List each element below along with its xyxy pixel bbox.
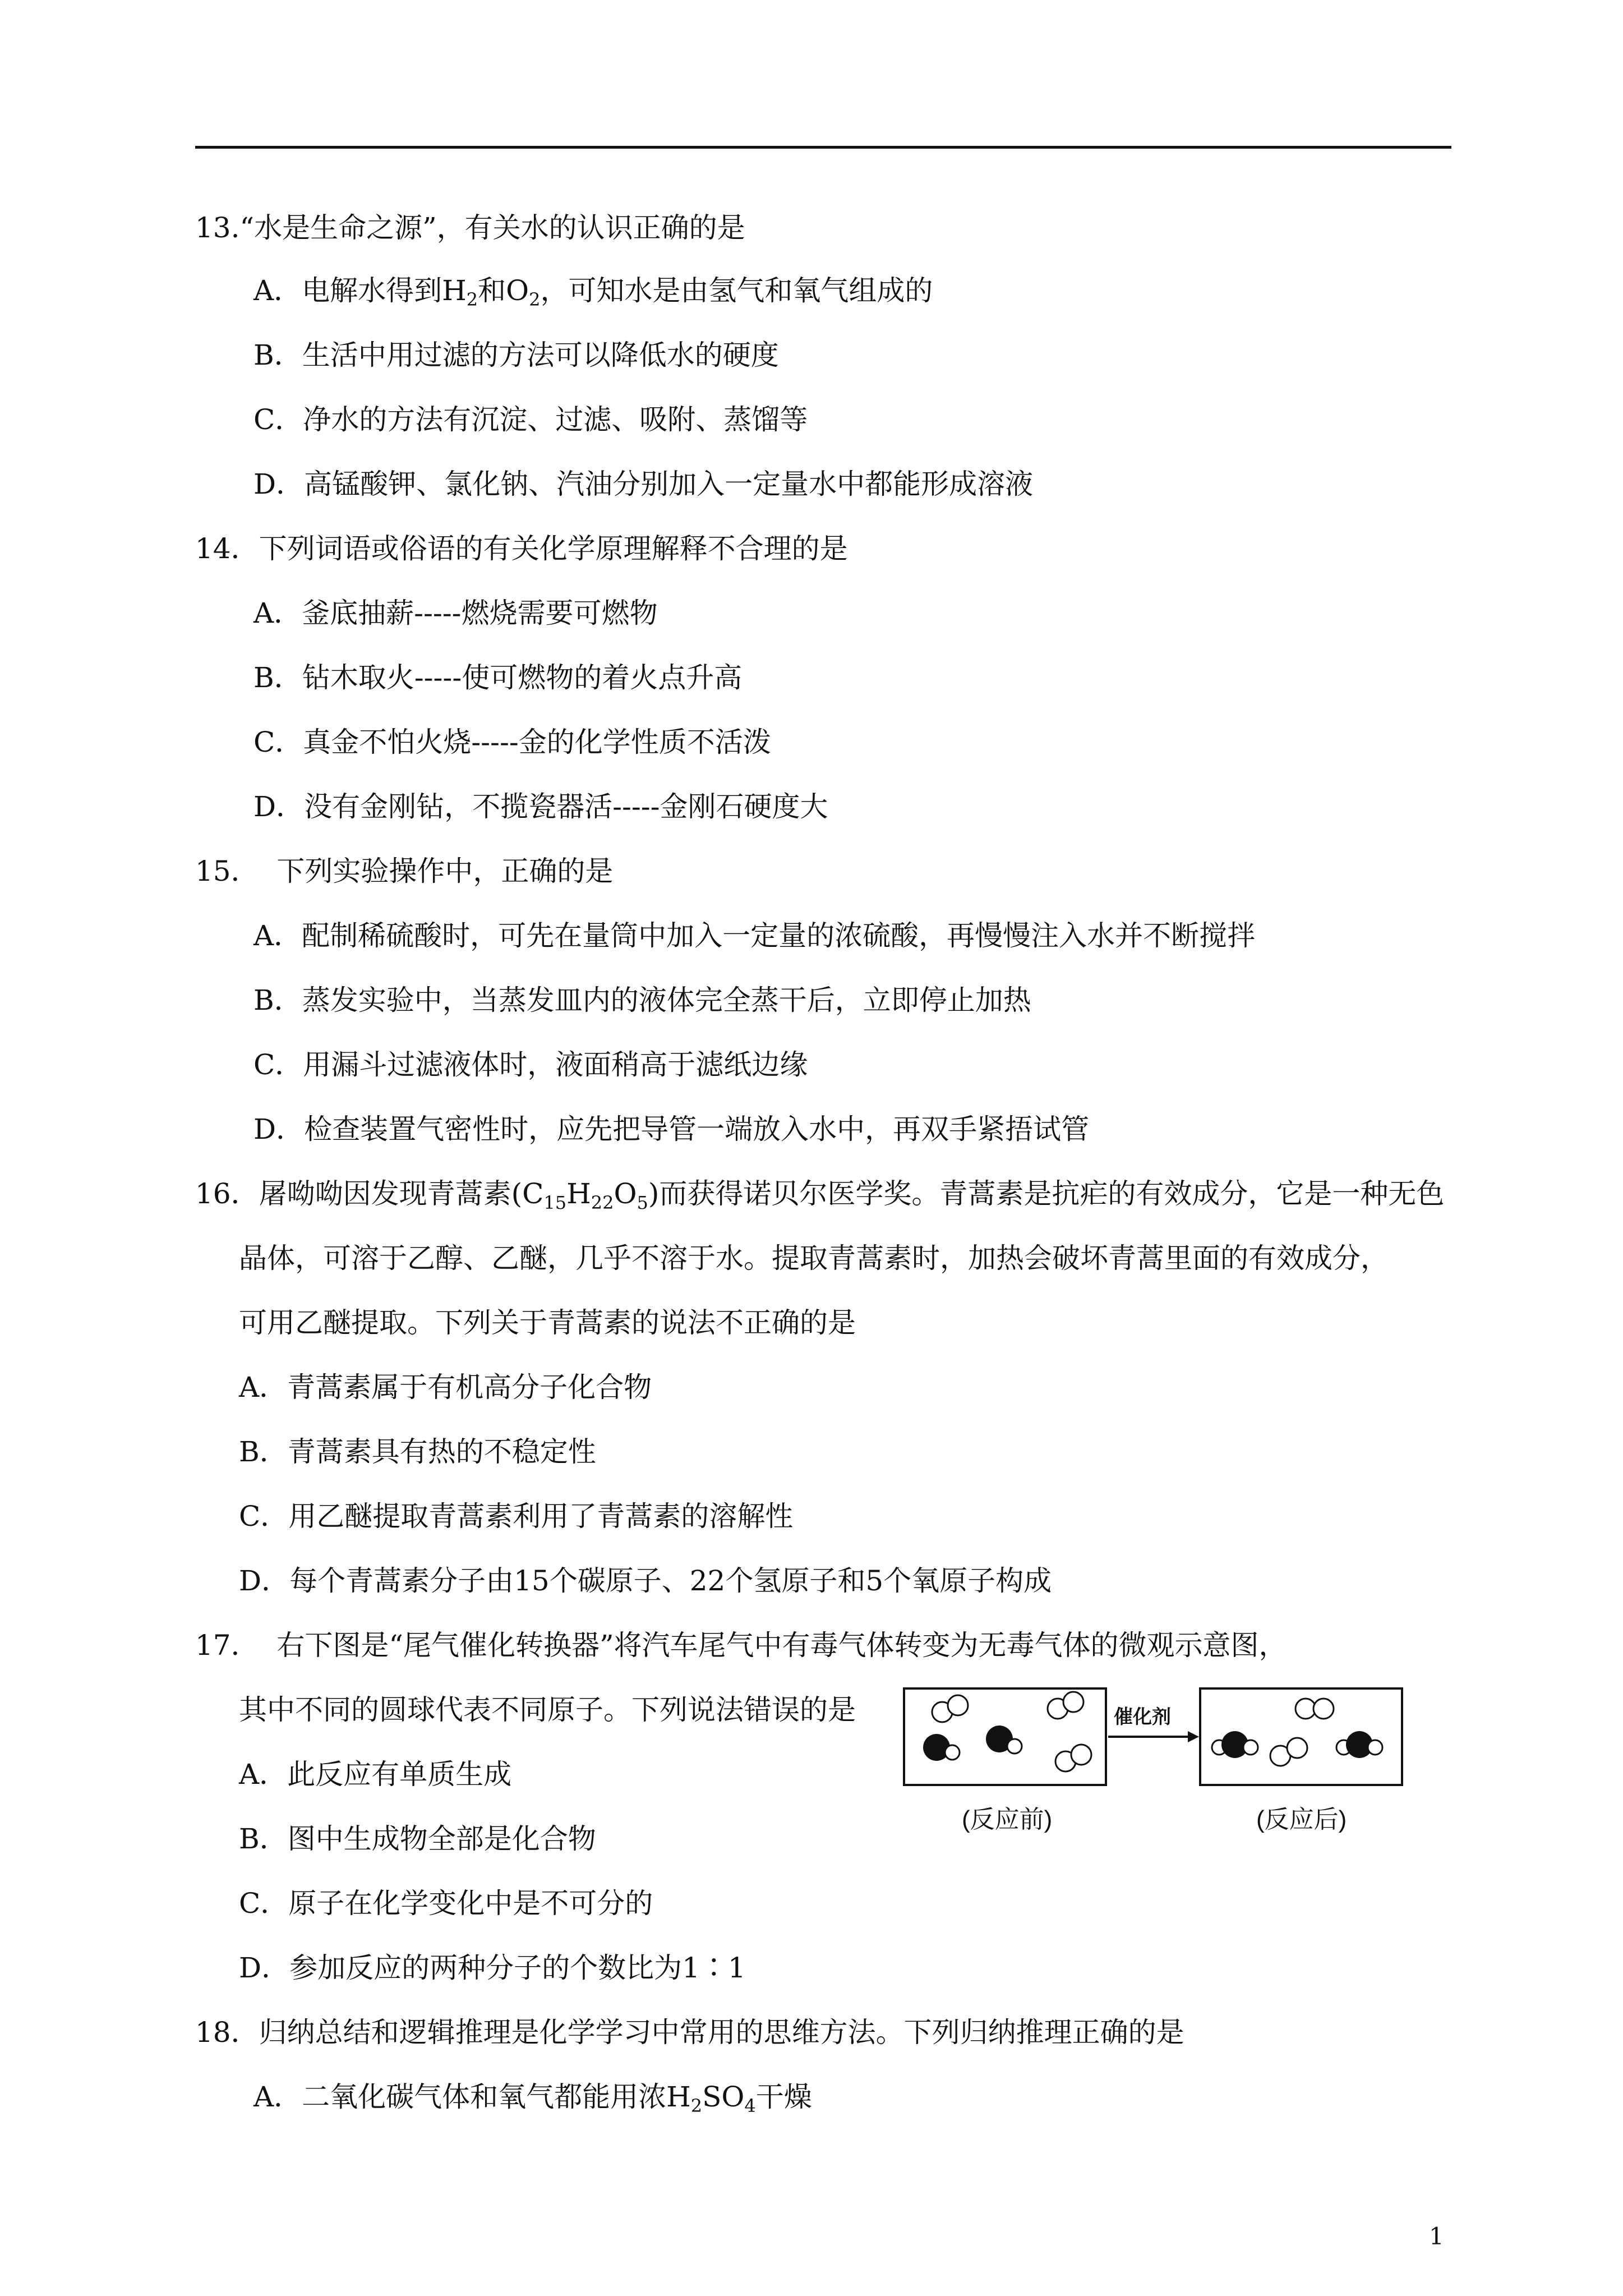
atom-open [948,1695,968,1715]
reaction-diagram [903,1677,1408,1846]
question-16-option-a: A．青蒿素属于有机高分子化合物 [239,1371,652,1404]
arrow-head [1188,1731,1199,1742]
question-15-option-d: D．检查装置气密性时，应先把导管一端放入水中，再双手紧捂试管 [253,1113,1090,1145]
question-17-option-b: B．图中生成物全部是化合物 [239,1823,596,1855]
question-15-option-b: B．蒸发实验中，当蒸发皿内的液体完全蒸干后，立即停止加热 [253,984,1031,1016]
catalyst-label: 催化剂 [1114,1706,1171,1728]
question-16-option-d: D．每个青蒿素分子由15个碳原子、22个氢原子和5个氧原子构成 [239,1565,1052,1597]
atom-open [1007,1739,1022,1754]
question-14-stem: 14．下列词语或俗语的有关化学原理解释不合理的是 [195,532,848,565]
question-16-stem-line2: 晶体，可溶于乙醇、乙醚，几乎不溶于水。提取青蒿素时，加热会破坏青蒿里面的有效成分， [239,1242,1389,1274]
question-17-option-a: A．此反应有单质生成 [239,1758,512,1791]
question-17-option-c: C．原子在化学变化中是不可分的 [239,1887,653,1920]
atom-open [1287,1738,1307,1758]
header-rule [195,146,1451,149]
question-14-option-d: D．没有金刚钻，不揽瓷器活-----金刚石硬度大 [253,790,828,823]
question-18-option-a: A．二氧化碳气体和氧气都能用浓$H_2SO_4$干燥 [253,2081,812,2116]
question-17-option-d: D．参加反应的两种分子的个数比为1∶1 [239,1952,746,1984]
before-caption: (反应前) [962,1806,1053,1833]
before-molecules [923,1692,1091,1772]
question-18-stem: 18．归纳总结和逻辑推理是化学学习中常用的思维方法。下列归纳推理正确的是 [195,2016,1184,2049]
atom-open [1243,1740,1258,1755]
question-14-option-c: C．真金不怕火烧-----金的化学性质不活泼 [253,726,771,758]
question-13-option-c: C．净水的方法有沉淀、过滤、吸附、蒸馏等 [253,403,808,436]
after-molecules [1212,1699,1382,1766]
question-13-option-b: B．生活中用过滤的方法可以降低水的硬度 [253,339,779,371]
question-15-option-c: C．用漏斗过滤液体时，液面稍高于滤纸边缘 [253,1048,808,1081]
atom-open [1313,1699,1334,1719]
question-17-stem: 17． 右下图是“尾气催化转换器”将汽车尾气中有毒气体转变为无毒气体的微观示意图， [195,1629,1287,1662]
question-17-stem-line2: 其中不同的圆球代表不同原子。下列说法错误的是 [239,1694,856,1726]
atom-open [945,1745,960,1760]
atom-open [1063,1692,1083,1712]
question-16-stem-line3: 可用乙醚提取。下列关于青蒿素的说法不正确的是 [239,1306,856,1339]
page-number: 1 [1429,2223,1444,2250]
atom-open [1071,1745,1091,1765]
atom-open [1368,1740,1382,1755]
question-13-option-d: D．高锰酸钾、氯化钠、汽油分别加入一定量水中都能形成溶液 [253,468,1034,500]
after-caption: (反应后) [1256,1806,1347,1833]
question-14-option-a: A．釜底抽薪-----燃烧需要可燃物 [253,597,658,629]
question-16-stem: 16．屠呦呦因发现青蒿素$(C_{15}H_{22}O_5)$而获得诺贝尔医学奖。青蒿素是抗疟的有效成分，它是一种无色 [195,1177,1445,1213]
question-14-option-b: B．钻木取火-----使可燃物的着火点升高 [253,661,743,694]
question-13-stem: 13.“水是生命之源”，有关水的认识正确的是 [195,211,745,244]
question-15-option-a: A．配制稀硫酸时，可先在量筒中加入一定量的浓硫酸，再慢慢注入水并不断搅拌 [253,919,1256,952]
question-15-stem: 15． 下列实验操作中，正确的是 [195,855,614,887]
question-13-option-a: A．电解水得到$H_2$和$O_2$，可知水是由氢气和氧气组成的 [253,274,933,310]
question-16-option-b: B．青蒿素具有热的不稳定性 [239,1435,596,1468]
question-16-option-c: C．用乙醚提取青蒿素利用了青蒿素的溶解性 [239,1500,794,1533]
